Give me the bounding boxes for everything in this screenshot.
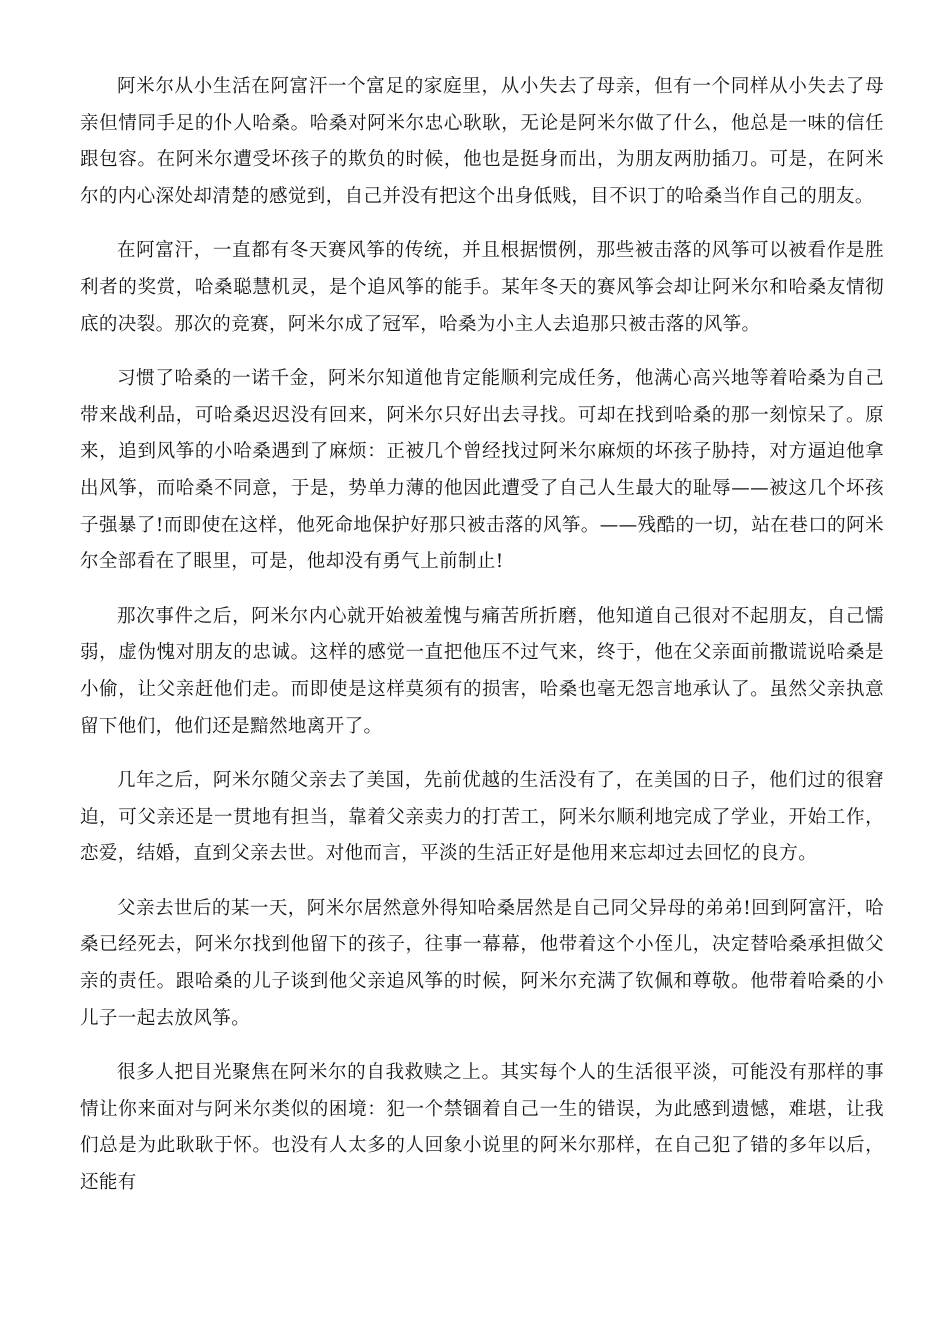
paragraph-7: 很多人把目光聚焦在阿米尔的自我救赎之上。其实每个人的生活很平淡，可能没有那样的事情让你来面对与阿米尔类似的困境：犯一个禁锢着自己一生的错误，为此感到遗憾，难堪，让我们总是为此耿耿于怀。也没有人太多的人回象小说里的阿米尔那样，在自己犯了错的多年以后，还能有 — [80, 1062, 884, 1194]
paragraph-5: 几年之后，阿米尔随父亲去了美国，先前优越的生活没有了，在美国的日子，他们过的很窘迫，可父亲还是一贯地有担当，靠着父亲卖力的打苦工，阿米尔顺利地完成了学业，开始工作，恋爱，结婚，直到父亲去世。对他而言，平淡的生活正好是他用来忘却过去回忆的良方。 — [80, 770, 884, 865]
paragraph-4: 那次事件之后，阿米尔内心就开始被羞愧与痛苦所折磨，他知道自己很对不起朋友，自己懦弱，虚伪愧对朋友的忠诚。这样的感觉一直把他压不过气来，终于，他在父亲面前撒谎说哈桑是小偷，让父亲赶他们走。而即使是这样莫须有的损害，哈桑也毫无怨言地承认了。虽然父亲执意留下他们，他们还是黯然地离开了。 — [80, 605, 884, 737]
paragraph-1: 阿米尔从小生活在阿富汗一个富足的家庭里，从小失去了母亲，但有一个同样从小失去了母亲但情同手足的仆人哈桑。哈桑对阿米尔忠心耿耿，无论是阿米尔做了什么，他总是一味的信任跟包容。在阿米尔遭受坏孩子的欺负的时候，他也是挺身而出，为朋友两肋插刀。可是，在阿米尔的内心深处却清楚的感觉到，自己并没有把这个出身低贱，目不识丁的哈桑当作自己的朋友。 — [80, 76, 884, 207]
paragraph-2: 在阿富汗，一直都有冬天赛风筝的传统，并且根据惯例，那些被击落的风筝可以被看作是胜利者的奖赏，哈桑聪慧机灵，是个追风筝的能手。某年冬天的赛风筝会却让阿米尔和哈桑友情彻底的决裂。那次的竞赛，阿米尔成了冠军，哈桑为小主人去追那只被击落的风筝。 — [80, 240, 884, 335]
paragraph-6: 父亲去世后的某一天，阿米尔居然意外得知哈桑居然是自己同父异母的弟弟!回到阿富汗，哈桑已经死去，阿米尔找到他留下的孩子，往事一幕幕，他带着这个小侄儿，决定替哈桑承担做父亲的责任。跟哈桑的儿子谈到他父亲追风筝的时候，阿米尔充满了钦佩和尊敬。他带着哈桑的小儿子一起去放风筝。 — [80, 897, 884, 1029]
paragraph-3: 习惯了哈桑的一诺千金，阿米尔知道他肯定能顺利完成任务，他满心高兴地等着哈桑为自己带来战利品，可哈桑迟迟没有回来，阿米尔只好出去寻找。可却在找到哈桑的那一刻惊呆了。原来，追到风筝的小哈桑遇到了麻烦：正被几个曾经找过阿米尔麻烦的坏孩子胁持，对方逼迫他拿出风筝，而哈桑不同意，于是，势单力薄的他因此遭受了自己人生最大的耻辱——被这几个坏孩子强暴了!而即使在这样，他死命地保护好那只被击落的风筝。——残酷的一切，站在巷口的阿米尔全部看在了眼里，可是，他却没有勇气上前制止! — [80, 368, 884, 573]
